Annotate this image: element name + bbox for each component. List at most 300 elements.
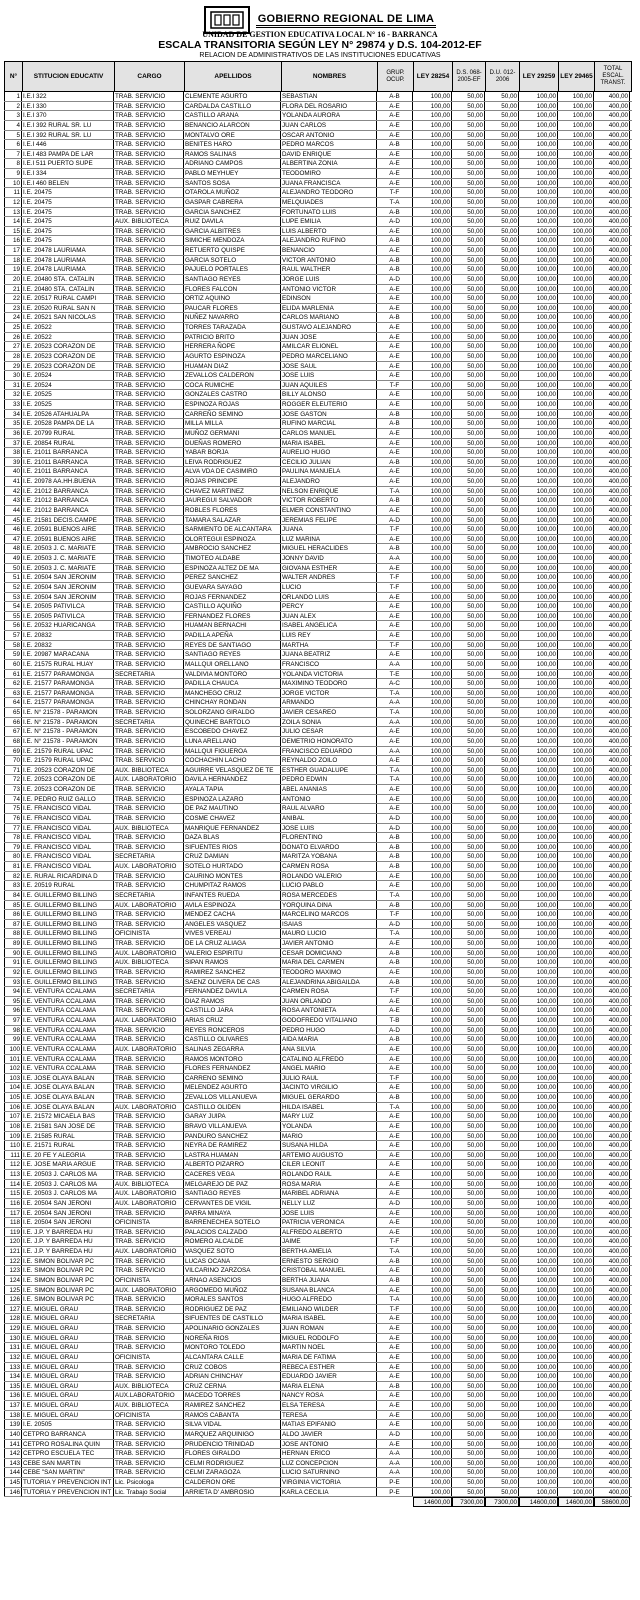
cell-cargo: TRAB. SERVICIO — [114, 1132, 184, 1141]
cell-ley-29259: 100,00 — [519, 294, 558, 303]
cell-institution: I.E. N° 21578 - PARAMON — [22, 737, 114, 746]
cell-institution: I.E. N° 21578 - PARAMON — [22, 727, 114, 736]
cell-nombres: CATALINO ALFREDO — [281, 1055, 377, 1064]
cell-ley-28254: 100,00 — [413, 631, 452, 640]
cell-du-012: 50,00 — [485, 92, 519, 101]
cell-cargo: TRAB. SERVICIO — [114, 573, 184, 582]
table-row — [4, 939, 632, 949]
cell-nombres: JUAN ALEX — [281, 612, 377, 621]
cell-ley-29259: 100,00 — [519, 1488, 558, 1497]
cell-num: 21 — [4, 285, 22, 294]
cell-institution: I.E. GUILLERMO BILLING — [22, 891, 114, 900]
cell-ds-068: 50,00 — [452, 439, 485, 448]
cell-ley-28254: 100,00 — [413, 670, 452, 679]
cell-institution: I.E. 20504 SAN JERONIM — [22, 583, 114, 592]
cell-apellidos: VILCARINO ZARZOSA — [184, 1266, 281, 1275]
cell-du-012: 50,00 — [485, 1440, 519, 1449]
table-row — [4, 775, 632, 785]
cell-du-012: 50,00 — [485, 150, 519, 159]
cell-apellidos: SANTIAGO REYES — [184, 650, 281, 659]
cell-nombres: TERESA — [281, 1411, 377, 1420]
table-row — [4, 679, 632, 689]
cell-nombres: MARIO — [281, 1132, 377, 1141]
cell-grupo: A-B — [377, 1257, 413, 1266]
cell-num: 58 — [4, 641, 22, 650]
cell-nombres: ANTONIO VICTOR — [281, 285, 377, 294]
cell-grupo: A-E — [377, 997, 413, 1006]
cell-apellidos: MANCHEGO CRUZ — [184, 689, 281, 698]
cell-total: 400,00 — [594, 862, 630, 871]
cell-grupo: T-F — [377, 573, 413, 582]
cell-cargo: TRAB. SERVICIO — [114, 429, 184, 438]
cell-total: 400,00 — [594, 342, 630, 351]
cell-grupo: A-E — [377, 1372, 413, 1381]
cell-du-012: 50,00 — [485, 698, 519, 707]
table-row — [4, 727, 632, 737]
cell-total: 400,00 — [594, 1132, 630, 1141]
cell-institution: I.E. 21012 BARRANCA — [22, 506, 114, 515]
cell-institution: I.E. 20523 CORAZON DE — [22, 775, 114, 784]
cell-du-012: 50,00 — [485, 1189, 519, 1198]
cell-cargo: TRAB. SERVICIO — [114, 593, 184, 602]
cell-cargo: TRAB. SERVICIO — [114, 1151, 184, 1160]
cell-ley-28254: 100,00 — [413, 1420, 452, 1429]
cell-ley-29465: 100,00 — [558, 439, 594, 448]
cell-apellidos: VALDIVIA MONTORO — [184, 670, 281, 679]
cell-apellidos: CELMI ZARAGOZA — [184, 1468, 281, 1477]
cell-ley-29465: 100,00 — [558, 958, 594, 967]
cell-ley-29259: 100,00 — [519, 265, 558, 274]
cell-num: 67 — [4, 727, 22, 736]
cell-num: 30 — [4, 371, 22, 380]
cell-cargo: TRAB. SERVICIO — [114, 323, 184, 332]
cell-total: 400,00 — [594, 795, 630, 804]
cell-cargo: AUX. BIBLIOTECA — [114, 217, 184, 226]
cell-grupo: A-E — [377, 352, 413, 361]
cell-institution: I.E. MIGUEL GRAU — [22, 1382, 114, 1391]
cell-apellidos: CALDERON ORE — [184, 1478, 281, 1487]
cell-du-012: 50,00 — [485, 217, 519, 226]
cell-num: 33 — [4, 400, 22, 409]
cell-ley-29465: 100,00 — [558, 1006, 594, 1015]
cell-institution: I.E. MIGUEL GRAU — [22, 1324, 114, 1333]
cell-ley-28254: 100,00 — [413, 362, 452, 371]
cell-ley-29259: 100,00 — [519, 150, 558, 159]
cell-institution: I.E. VENTURA CCALAMA — [22, 997, 114, 1006]
cell-grupo: A-B — [377, 862, 413, 871]
cell-cargo: TRAB. SERVICIO — [114, 111, 184, 120]
cell-institution: I.E. MIGUEL GRAU — [22, 1343, 114, 1352]
cell-ds-068: 50,00 — [452, 1430, 485, 1439]
cell-ley-29259: 100,00 — [519, 140, 558, 149]
cell-institution: I.E. 21581 DECIS.CAMPE — [22, 516, 114, 525]
cell-institution: I.E. MIGUEL GRAU — [22, 1305, 114, 1314]
cell-nombres: MELQUIADES — [281, 198, 377, 207]
cell-institution: I.E. FRANCISCO VIDAL — [22, 862, 114, 871]
cell-nombres: ALFREDO ALBERTO — [281, 1228, 377, 1237]
cell-nombres: OSCAR ANTONIO — [281, 131, 377, 140]
table-row — [4, 1247, 632, 1257]
cell-nombres: JOSE LUIS — [281, 371, 377, 380]
cell-apellidos: RAMOS SALINAS — [184, 150, 281, 159]
cell-du-012: 50,00 — [485, 593, 519, 602]
cell-grupo: A-A — [377, 1468, 413, 1477]
cell-ley-29465: 100,00 — [558, 554, 594, 563]
cell-num: 68 — [4, 737, 22, 746]
cell-ley-29259: 100,00 — [519, 929, 558, 938]
cell-institution: I.E.I 483 PAMPA DE LAR — [22, 150, 114, 159]
cell-total: 400,00 — [594, 362, 630, 371]
cell-institution: I.E. JOSE MARIA ARGUE — [22, 1160, 114, 1169]
cell-num: 109 — [4, 1132, 22, 1141]
cell-ley-28254: 100,00 — [413, 131, 452, 140]
cell-apellidos: CRUZ COBOS — [184, 1363, 281, 1372]
cell-total: 400,00 — [594, 419, 630, 428]
cell-du-012: 50,00 — [485, 670, 519, 679]
cell-ds-068: 50,00 — [452, 901, 485, 910]
cell-du-012: 50,00 — [485, 159, 519, 168]
cell-ley-29259: 100,00 — [519, 978, 558, 987]
cell-ley-29259: 100,00 — [519, 1478, 558, 1487]
cell-apellidos: FERNANDEZ DAVILA — [184, 987, 281, 996]
cell-cargo: TRAB. SERVICIO — [114, 159, 184, 168]
cell-grupo: A-E — [377, 477, 413, 486]
cell-ley-28254: 100,00 — [413, 1363, 452, 1372]
cell-ds-068: 50,00 — [452, 381, 485, 390]
table-row — [4, 525, 632, 535]
cell-ley-29465: 100,00 — [558, 342, 594, 351]
cell-grupo: A-E — [377, 371, 413, 380]
cell-ley-29465: 100,00 — [558, 872, 594, 881]
cell-grupo: A-E — [377, 1353, 413, 1362]
cell-apellidos: SIFUENTES DE CASTILLO — [184, 1314, 281, 1323]
cell-ley-28254: 100,00 — [413, 756, 452, 765]
cell-institution: I.E. GUILLERMO BILLING — [22, 939, 114, 948]
cell-num: 133 — [4, 1363, 22, 1372]
cell-cargo: TRAB. SERVICIO — [114, 400, 184, 409]
cell-apellidos: RAMIREZ SANCHEZ — [184, 1401, 281, 1410]
cell-institution: I.E. GUILLERMO BILLING — [22, 920, 114, 929]
cell-nombres: DEMETRIO HONORATO — [281, 737, 377, 746]
cell-grupo: A-E — [377, 968, 413, 977]
cell-num: 53 — [4, 593, 22, 602]
cell-ley-28254: 100,00 — [413, 987, 452, 996]
cell-ley-29465: 100,00 — [558, 1122, 594, 1131]
cell-num: 82 — [4, 872, 22, 881]
cell-ley-29259: 100,00 — [519, 256, 558, 265]
cell-ds-068: 50,00 — [452, 1160, 485, 1169]
cell-cargo: AUX. LABORATORIO — [114, 1199, 184, 1208]
cell-nombres: ELSA TERESA — [281, 1401, 377, 1410]
cell-du-012: 50,00 — [485, 852, 519, 861]
cell-ley-29465: 100,00 — [558, 92, 594, 101]
cell-ley-28254: 100,00 — [413, 429, 452, 438]
cell-ley-29465: 100,00 — [558, 352, 594, 361]
cell-grupo: A-E — [377, 564, 413, 573]
cell-num: 25 — [4, 323, 22, 332]
table-row — [4, 1449, 632, 1459]
cell-cargo: TRAB. SERVICIO — [114, 121, 184, 130]
cell-nombres: PATRICIA VERONICA — [281, 1218, 377, 1227]
cell-grupo: A-B — [377, 313, 413, 322]
cell-ley-29259: 100,00 — [519, 1420, 558, 1429]
col-apellidos: APELLIDOS — [185, 62, 282, 91]
cell-cargo: TRAB. SERVICIO — [114, 631, 184, 640]
table-row — [4, 535, 632, 545]
cell-ley-29465: 100,00 — [558, 544, 594, 553]
cell-nombres: MARCELINO MARCOS — [281, 910, 377, 919]
cell-ds-068: 50,00 — [452, 1334, 485, 1343]
cell-apellidos: CASTILLO ARANA — [184, 111, 281, 120]
table-row — [4, 1401, 632, 1411]
cell-ley-29465: 100,00 — [558, 1209, 594, 1218]
cell-ley-29259: 100,00 — [519, 516, 558, 525]
cell-cargo: TRAB. SERVICIO — [114, 525, 184, 534]
cell-du-012: 50,00 — [485, 1160, 519, 1169]
table-row — [4, 1305, 632, 1315]
cell-num: 5 — [4, 131, 22, 140]
cell-institution: I.E. 21572 MICAELA BAS — [22, 1112, 114, 1121]
cell-total: 400,00 — [594, 516, 630, 525]
cell-du-012: 50,00 — [485, 371, 519, 380]
cell-total: 400,00 — [594, 150, 630, 159]
cell-total: 400,00 — [594, 1286, 630, 1295]
cell-cargo: TRAB. SERVICIO — [114, 506, 184, 515]
cell-du-012: 50,00 — [485, 1391, 519, 1400]
cell-institution: I.E. J.P. Y BARREDA HU — [22, 1228, 114, 1237]
cell-total: 400,00 — [594, 1045, 630, 1054]
cell-du-012: 50,00 — [485, 487, 519, 496]
cell-apellidos: DE LA CRUZ ALIAGA — [184, 939, 281, 948]
cell-ds-068: 50,00 — [452, 939, 485, 948]
table-row — [4, 650, 632, 660]
cell-ley-29465: 100,00 — [558, 294, 594, 303]
cell-grupo: A-E — [377, 169, 413, 178]
cell-ley-28254: 100,00 — [413, 1391, 452, 1400]
cell-ds-068: 50,00 — [452, 256, 485, 265]
cell-total: 400,00 — [594, 814, 630, 823]
cell-ds-068: 50,00 — [452, 862, 485, 871]
cell-apellidos: RAMIREZ SANCHEZ — [184, 968, 281, 977]
cell-apellidos: MELGAREJO DE PAZ — [184, 1180, 281, 1189]
cell-apellidos: CLEMENTE AGURTO — [184, 92, 281, 101]
cell-total: 400,00 — [594, 1247, 630, 1256]
cell-ley-28254: 100,00 — [413, 1382, 452, 1391]
cell-apellidos: ARNAO ASENCIOS — [184, 1276, 281, 1285]
cell-grupo: A-E — [377, 1064, 413, 1073]
cell-institution: I.E. 20525 — [22, 390, 114, 399]
cell-ley-29259: 100,00 — [519, 573, 558, 582]
cell-institution: I.E. 20475 — [22, 208, 114, 217]
cell-nombres: ISABEL ANGELICA — [281, 621, 377, 630]
cell-ds-068: 50,00 — [452, 747, 485, 756]
cell-grupo: A-E — [377, 939, 413, 948]
cell-institution: I.E. GUILLERMO BILLING — [22, 910, 114, 919]
cell-total: 400,00 — [594, 1170, 630, 1179]
cell-apellidos: TORRES TARAZADA — [184, 323, 281, 332]
cell-ley-28254: 100,00 — [413, 265, 452, 274]
cell-ley-29259: 100,00 — [519, 1247, 558, 1256]
cell-institution: I.E. MIGUEL GRAU — [22, 1401, 114, 1410]
cell-cargo: TRAB. SERVICIO — [114, 1334, 184, 1343]
cell-grupo: A-D — [377, 1026, 413, 1035]
cell-ley-29259: 100,00 — [519, 121, 558, 130]
cell-grupo: A-B — [377, 1382, 413, 1391]
cell-du-012: 50,00 — [485, 179, 519, 188]
cell-ley-29259: 100,00 — [519, 1035, 558, 1044]
cell-ley-28254: 100,00 — [413, 612, 452, 621]
cell-institution: I.E. 20987 MARACANA — [22, 650, 114, 659]
table-row — [4, 516, 632, 526]
cell-ley-29259: 100,00 — [519, 496, 558, 505]
cell-du-012: 50,00 — [485, 641, 519, 650]
total-du-012: 7300,00 — [485, 1497, 519, 1507]
cell-ley-28254: 100,00 — [413, 275, 452, 284]
cell-du-012: 50,00 — [485, 294, 519, 303]
cell-du-012: 50,00 — [485, 448, 519, 457]
col-ley-29259: LEY 29259 — [520, 62, 559, 91]
cell-total: 400,00 — [594, 949, 630, 958]
org-name: GOBIERNO REGIONAL DE LIMA — [256, 13, 437, 28]
table-row — [4, 1055, 632, 1065]
cell-total: 400,00 — [594, 929, 630, 938]
cell-ley-29259: 100,00 — [519, 506, 558, 515]
cell-ley-29465: 100,00 — [558, 362, 594, 371]
cell-grupo: T-A — [377, 1295, 413, 1304]
cell-cargo: TRAB. SERVICIO — [114, 650, 184, 659]
cell-grupo: A-E — [377, 102, 413, 111]
cell-grupo: A-E — [377, 1411, 413, 1420]
cell-num: 11 — [4, 188, 22, 197]
cell-num: 105 — [4, 1093, 22, 1102]
cell-cargo: TRAB. SERVICIO — [114, 1305, 184, 1314]
cell-institution: I.E. JOSE OLAYA BALAN — [22, 1103, 114, 1112]
cell-apellidos: GARCIA ALBITRES — [184, 227, 281, 236]
cell-ley-29259: 100,00 — [519, 843, 558, 852]
cell-du-012: 50,00 — [485, 708, 519, 717]
cell-institution: I.E. FRANCISCO VIDAL — [22, 852, 114, 861]
cell-apellidos: PAJUELO PORTALES — [184, 265, 281, 274]
cell-nombres: HILDA ISABEL — [281, 1103, 377, 1112]
cell-institution: I.E. 20504 SAN JERONI — [22, 1209, 114, 1218]
cell-total: 400,00 — [594, 1257, 630, 1266]
cell-num: 136 — [4, 1391, 22, 1400]
cell-du-012: 50,00 — [485, 1199, 519, 1208]
cell-ley-29465: 100,00 — [558, 968, 594, 977]
cell-ley-29465: 100,00 — [558, 1257, 594, 1266]
cell-ley-29465: 100,00 — [558, 1314, 594, 1323]
cell-ley-29465: 100,00 — [558, 1353, 594, 1362]
cell-institution: I.E. MIGUEL GRAU — [22, 1314, 114, 1323]
cell-ds-068: 50,00 — [452, 1468, 485, 1477]
cell-ley-29259: 100,00 — [519, 188, 558, 197]
cell-ley-29465: 100,00 — [558, 718, 594, 727]
cell-ds-068: 50,00 — [452, 1016, 485, 1025]
cell-institution: I.E. MIGUEL GRAU — [22, 1363, 114, 1372]
cell-nombres: ARMANDO — [281, 698, 377, 707]
cell-apellidos: ADRIAN CHINCHAY — [184, 1372, 281, 1381]
cell-institution: I.E. 21577 PARAMONGA — [22, 689, 114, 698]
cell-du-012: 50,00 — [485, 929, 519, 938]
cell-grupo: A-E — [377, 1440, 413, 1449]
cell-ley-29465: 100,00 — [558, 333, 594, 342]
cell-du-012: 50,00 — [485, 602, 519, 611]
cell-total: 400,00 — [594, 621, 630, 630]
cell-du-012: 50,00 — [485, 525, 519, 534]
cell-institution: I.E. 20503 J. C. MARIATE — [22, 544, 114, 553]
col-du-012: D.U. 012-2006 — [486, 62, 520, 91]
cell-du-012: 50,00 — [485, 573, 519, 582]
cell-ley-28254: 100,00 — [413, 997, 452, 1006]
cell-nombres: AMILCAR ELIONEL — [281, 342, 377, 351]
cell-ley-28254: 100,00 — [413, 1449, 452, 1458]
cell-apellidos: SALINAS ZEGARRA — [184, 1045, 281, 1054]
cell-apellidos: ARGOMEDO MUÑOZ — [184, 1286, 281, 1295]
cell-cargo: TRAB. SERVICIO — [114, 1170, 184, 1179]
cell-ley-29465: 100,00 — [558, 1430, 594, 1439]
cell-total: 400,00 — [594, 535, 630, 544]
table-row — [4, 920, 632, 930]
cell-ley-28254: 100,00 — [413, 400, 452, 409]
cell-ley-29259: 100,00 — [519, 236, 558, 245]
cell-nombres: REYNALDO ZOILO — [281, 756, 377, 765]
cell-grupo: A-E — [377, 1266, 413, 1275]
cell-du-012: 50,00 — [485, 968, 519, 977]
cell-apellidos: INFANTES RUEDA — [184, 891, 281, 900]
cell-ley-28254: 100,00 — [413, 824, 452, 833]
cell-num: 28 — [4, 352, 22, 361]
cell-num: 71 — [4, 766, 22, 775]
cell-cargo: TRAB. SERVICIO — [114, 814, 184, 823]
cell-grupo: A-E — [377, 1132, 413, 1141]
cell-total: 400,00 — [594, 1074, 630, 1083]
cell-ley-28254: 100,00 — [413, 573, 452, 582]
cell-cargo: TRAB. SERVICIO — [114, 1228, 184, 1237]
cell-du-012: 50,00 — [485, 1363, 519, 1372]
cell-apellidos: NEYRA DE RAMIREZ — [184, 1141, 281, 1150]
cell-du-012: 50,00 — [485, 535, 519, 544]
cell-institution: I.E. JOSE OLAYA BALAN — [22, 1093, 114, 1102]
cell-ds-068: 50,00 — [452, 1006, 485, 1015]
table-row — [4, 419, 632, 429]
cell-num: 72 — [4, 775, 22, 784]
col-ley-28254: LEY 28254 — [414, 62, 453, 91]
cell-ley-29465: 100,00 — [558, 1391, 594, 1400]
cell-cargo: TRAB. SERVICIO — [114, 1112, 184, 1121]
cell-du-012: 50,00 — [485, 872, 519, 881]
cell-num: 99 — [4, 1035, 22, 1044]
cell-institution: I.E. N° 21578 - PARAMON — [22, 718, 114, 727]
cell-du-012: 50,00 — [485, 496, 519, 505]
cell-du-012: 50,00 — [485, 920, 519, 929]
cell-grupo: T-F — [377, 641, 413, 650]
cell-institution: I.E.I 334 — [22, 169, 114, 178]
cell-ds-068: 50,00 — [452, 968, 485, 977]
cell-nombres: SUSANA HILDA — [281, 1141, 377, 1150]
cell-grupo: A-E — [377, 1055, 413, 1064]
cell-num: 24 — [4, 313, 22, 322]
cell-cargo: TRAB. SERVICIO — [114, 1372, 184, 1381]
cell-ds-068: 50,00 — [452, 1199, 485, 1208]
cell-ley-29259: 100,00 — [519, 920, 558, 929]
cell-ds-068: 50,00 — [452, 1064, 485, 1073]
unit-name: UNIDAD DE GESTION EDUCATIVA LOCAL N° 16 - BARRANCA — [202, 30, 438, 39]
cell-ley-28254: 100,00 — [413, 881, 452, 890]
cell-total: 400,00 — [594, 159, 630, 168]
cell-institution: I.E. 20523 CORAZON DE — [22, 785, 114, 794]
cell-ds-068: 50,00 — [452, 198, 485, 207]
cell-ley-29465: 100,00 — [558, 1324, 594, 1333]
